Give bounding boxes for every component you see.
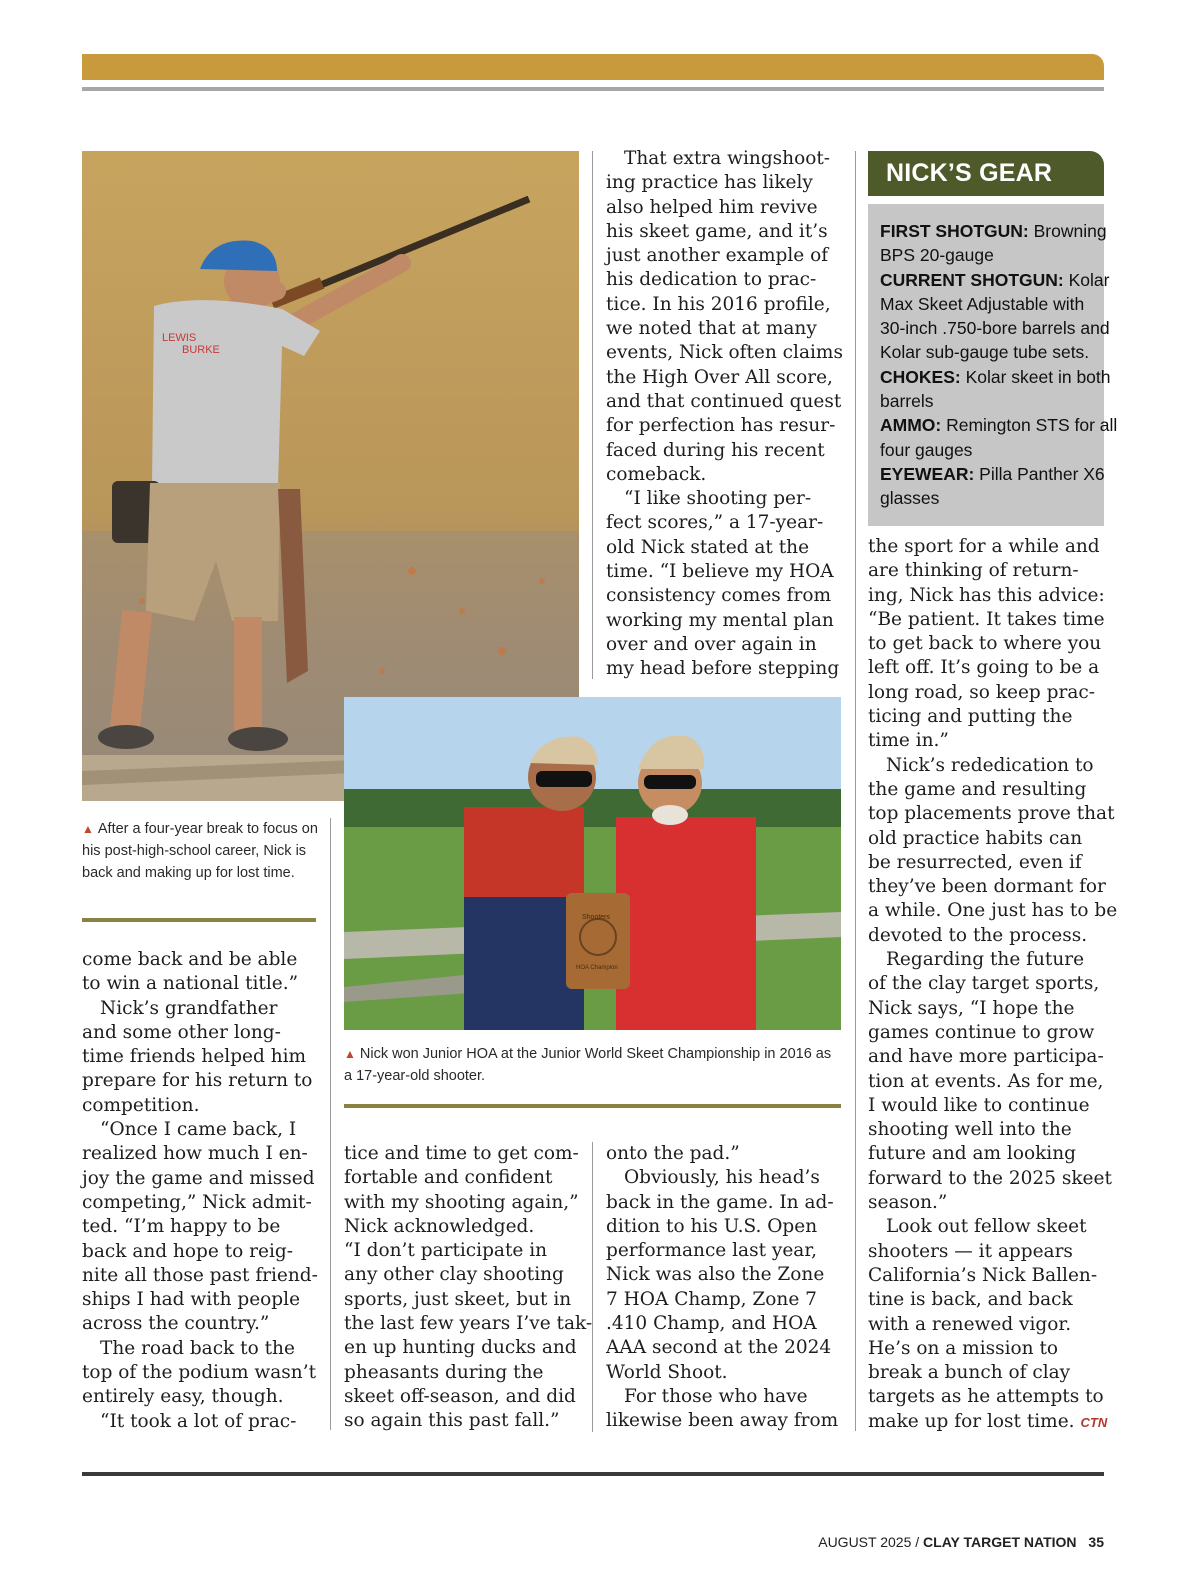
gear-line	[880, 340, 1098, 364]
text-line: working my mental plan	[606, 609, 834, 631]
text-line: be resurrected, even if	[868, 851, 1082, 873]
text-line: tice. In his 2016 profile,	[606, 293, 831, 315]
text-line: joy the game and missed	[82, 1167, 315, 1189]
caption-triangle-icon: ▲	[344, 1047, 356, 1061]
text-line: 7 HOA Champ, Zone 7	[606, 1288, 817, 1310]
text-line: Look out fellow skeet	[886, 1216, 1087, 1238]
text-line: For those who have	[624, 1385, 808, 1407]
gear-value: glasses	[880, 488, 940, 509]
text-line: old Nick stated at the	[606, 536, 810, 558]
article-column-4	[868, 535, 1118, 1435]
text-line: prepare for his return to	[82, 1070, 313, 1092]
gear-value: Kolar sub-gauge tube sets.	[880, 342, 1090, 363]
text-line: That extra wingshoot-	[624, 148, 831, 169]
text-line: break a bunch of clay	[868, 1362, 1071, 1384]
gear-value: BPS 20-gauge	[880, 245, 994, 266]
gear-value: barrels	[880, 391, 934, 412]
text-line: time friends helped him	[82, 1046, 307, 1068]
gear-line	[880, 486, 1098, 510]
text-line: skeet off-season, and did	[344, 1385, 576, 1407]
text-line: dition to his U.S. Open	[606, 1215, 818, 1237]
text-line: top placements prove that	[868, 803, 1115, 825]
header-rule	[82, 87, 1104, 91]
gear-value: 30-inch .750-bore barrels and	[880, 318, 1110, 339]
text-line: also helped him revive	[606, 196, 818, 218]
gear-value: Kolar	[1063, 269, 1110, 290]
text-line: are thinking of return-	[868, 560, 1079, 582]
text-line: they’ve been dormant for	[868, 876, 1106, 898]
text-line: sports, just skeet, but in	[344, 1288, 572, 1310]
text-line: old practice habits can	[868, 827, 1083, 849]
column-rule	[330, 818, 331, 1430]
text-line: future and am looking	[868, 1143, 1076, 1165]
article-column-2	[344, 1142, 593, 1434]
gear-label: CURRENT SHOTGUN:	[880, 269, 1064, 290]
text-line: California’s Nick Ballen-	[868, 1264, 1098, 1286]
gear-value: Kolar skeet in both	[960, 366, 1111, 387]
gear-line	[880, 389, 1098, 413]
award-illustration	[344, 697, 841, 1030]
text-line: for perfection has resur-	[606, 415, 836, 437]
text-line: “I don’t participate in	[344, 1240, 548, 1262]
text-line: the sport for a while and	[868, 536, 1100, 557]
text-line: Nick’s grandfather	[100, 997, 278, 1019]
text-line: Nick’s rededication to	[886, 754, 1094, 776]
page-folio	[818, 1534, 1104, 1550]
text-line: faced during his recent	[606, 439, 825, 461]
text-line: .410 Champ, and HOA	[606, 1313, 817, 1335]
gear-sidebar-title: NICK’S GEAR	[868, 151, 1104, 196]
caption-rule	[82, 918, 316, 922]
text-line: to win a national title.”	[82, 973, 299, 995]
text-line: AAA second at the 2024	[606, 1337, 832, 1359]
gear-sidebar	[868, 204, 1118, 526]
text-line: He’s on a mission to	[868, 1337, 1059, 1359]
photo-shooter-caption	[82, 818, 322, 884]
text-line: make up for lost time.	[868, 1410, 1075, 1432]
text-line: over and over again in	[606, 633, 817, 655]
text-line: fortable and confident	[344, 1167, 553, 1189]
text-line: time. “I believe my HOA	[606, 561, 834, 583]
gear-line	[880, 438, 1098, 462]
text-line: “It took a lot of prac-	[100, 1410, 297, 1432]
text-line: consistency comes from	[606, 585, 832, 607]
text-line: his dedication to prac-	[606, 269, 817, 291]
text-line: top of the podium wasn’t	[82, 1362, 317, 1384]
text-line: left off. It’s going to be a	[868, 657, 1100, 679]
text-line: tice and time to get com-	[344, 1143, 579, 1164]
gear-line	[880, 219, 1107, 243]
text-line: comeback.	[606, 463, 707, 485]
gear-line	[880, 462, 1105, 486]
text-line: so again this past fall.”	[344, 1410, 560, 1432]
issue-date: AUGUST 2025 /	[818, 1534, 920, 1550]
caption-triangle-icon: ▲	[82, 822, 94, 836]
text-line: any other clay shooting	[344, 1264, 564, 1286]
text-line: Nick says, “I hope the	[868, 997, 1075, 1019]
text-line: “Once I came back, I	[100, 1119, 297, 1141]
text-line: ing practice has likely	[606, 172, 813, 194]
column-rule	[855, 151, 856, 1431]
text-line: and have more participa-	[868, 1046, 1104, 1068]
text-line: with my shooting again,”	[344, 1191, 579, 1213]
text-line: a while. One just has to be	[868, 900, 1118, 922]
gear-label: FIRST SHOTGUN:	[880, 221, 1029, 241]
text-line: Nick acknowledged.	[344, 1215, 535, 1237]
text-line: I would like to continue	[868, 1094, 1090, 1116]
caption-text: Nick won Junior HOA at the Junior World Skeet Championship in 2016 as a 17-year-old shooter.	[344, 1046, 832, 1084]
text-line: realized how much I en-	[82, 1143, 308, 1165]
text-line: across the country.”	[82, 1313, 270, 1335]
text-line: en up hunting ducks and	[344, 1337, 577, 1359]
text-line: the High Over All score,	[606, 366, 833, 388]
text-line: tine is back, and back	[868, 1289, 1073, 1311]
footer-rule	[82, 1472, 1104, 1476]
text-line: time in.”	[868, 730, 949, 752]
text-line: long road, so keep prac-	[868, 681, 1095, 703]
text-line: the last few years I’ve tak-	[344, 1313, 593, 1335]
gear-line	[880, 365, 1111, 389]
text-line: games continue to grow	[868, 1021, 1095, 1043]
text-line: pheasants during the	[344, 1361, 544, 1383]
text-line: forward to the 2025 skeet	[868, 1167, 1112, 1189]
gear-value: Pilla Panther X6	[974, 463, 1105, 484]
text-line: his skeet game, and it’s	[606, 220, 828, 242]
text-line: likewise been away from	[606, 1410, 839, 1432]
end-mark-logo: CTN	[1080, 1414, 1108, 1430]
article-column-3-top	[606, 147, 846, 682]
text-line: shooting well into the	[868, 1119, 1072, 1141]
text-line: targets as he attempts to	[868, 1386, 1104, 1408]
text-line: of the clay target sports,	[868, 973, 1100, 995]
text-line: competition.	[82, 1094, 200, 1116]
text-line: ships I had with people	[82, 1289, 301, 1311]
photo-award	[344, 697, 841, 1030]
text-line: and some other long-	[82, 1021, 281, 1043]
text-line: to get back to where you	[868, 633, 1102, 655]
gear-label: EYEWEAR:	[880, 463, 975, 484]
caption-text: After a four-year break to focus on his post-high-school career, Nick is back and making up for lost time.	[82, 821, 318, 881]
text-line: The road back to the	[100, 1337, 295, 1359]
gear-value: Max Skeet Adjustable with	[880, 293, 1085, 314]
shirt-logo-text-2: BURKE	[182, 344, 220, 356]
text-line: with a renewed vigor.	[868, 1313, 1072, 1335]
gear-value: Browning	[1028, 221, 1107, 241]
caption-rule	[344, 1104, 841, 1108]
text-line: Obviously, his head’s	[624, 1167, 820, 1189]
text-line: devoted to the process.	[868, 924, 1088, 946]
text-line: entirely easy, though.	[82, 1386, 284, 1408]
gear-line	[880, 268, 1110, 292]
photo-award-caption	[344, 1043, 841, 1087]
plaque-text-1: Shooters	[582, 914, 611, 921]
gear-value: four gauges	[880, 439, 973, 460]
magazine-name: CLAY TARGET NATION	[923, 1534, 1077, 1550]
text-line: ticing and putting the	[868, 706, 1073, 728]
header-accent-bar	[82, 54, 1104, 80]
text-line: tion at events. As for me,	[868, 1070, 1104, 1092]
text-line: we noted that at many	[606, 318, 817, 340]
text-line: performance last year,	[606, 1240, 818, 1262]
text-line: back and hope to reig-	[82, 1240, 293, 1262]
gear-line	[880, 292, 1098, 316]
column-rule	[592, 151, 593, 679]
column-rule	[592, 1142, 593, 1432]
page-number: 35	[1088, 1534, 1104, 1550]
shirt-logo-text-1: LEWIS	[162, 332, 197, 344]
text-line: onto the pad.”	[606, 1143, 740, 1164]
text-line: my head before stepping	[606, 658, 840, 680]
text-line: World Shoot.	[606, 1361, 728, 1383]
text-line: competing,” Nick admit-	[82, 1191, 312, 1213]
gear-line	[880, 316, 1110, 340]
text-line: “Be patient. It takes time	[868, 608, 1105, 630]
text-line: “I like shooting per-	[624, 488, 812, 510]
text-line: just another example of	[606, 245, 829, 267]
text-line: and that continued quest	[606, 390, 842, 412]
gear-value: Remington STS for all	[941, 415, 1118, 436]
article-column-3-bottom	[606, 1142, 846, 1434]
gear-label: CHOKES:	[880, 366, 961, 387]
gear-line	[880, 413, 1118, 437]
text-line: shooters — it appears	[868, 1240, 1073, 1262]
text-line: ted. “I’m happy to be	[82, 1216, 281, 1238]
text-line: Nick was also the Zone	[606, 1264, 825, 1286]
gear-line	[880, 243, 1098, 267]
text-line: ing, Nick has this advice:	[868, 584, 1105, 606]
plaque-text-2: HOA Champion	[576, 965, 618, 971]
gear-label: AMMO:	[880, 415, 942, 436]
text-line: the game and resulting	[868, 778, 1087, 800]
text-line: back in the game. In ad-	[606, 1191, 834, 1213]
article-column-1	[82, 948, 322, 1434]
text-line: Regarding the future	[886, 949, 1085, 971]
text-line: come back and be able	[82, 949, 298, 970]
text-line: events, Nick often claims	[606, 342, 843, 364]
text-line-last	[868, 1410, 1108, 1435]
text-line: fect scores,” a 17-year-	[606, 512, 824, 534]
text-line: season.”	[868, 1192, 948, 1214]
text-line: nite all those past friend-	[82, 1264, 318, 1286]
